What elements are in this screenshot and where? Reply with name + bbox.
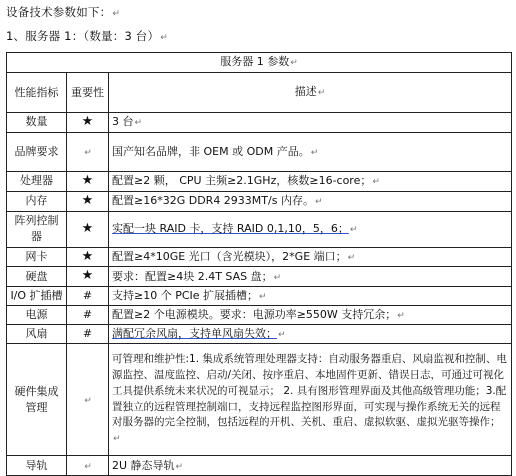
row-desc: 可管理和维护性:1. 集成系统管理处理器支持：自动服务器重启、风扇监视和控制、电源监控、温度监控、启动/关闭、按序重启、本地固件更新、错误日志，可通过可视化工具提供系统未来状况的可视显示； 2. 具有图形管理界面及其他高级管理功能；3.配置独立的远程管理控制端口，支持远程监控图形界面，可实现与操作系统无关的远程对服务器的完全控制，包括远程的开机、关机、重启、虚拟软驱、虚拟光驱等操作；↵ [109,344,512,456]
paragraph-mark-icon: ↵ [372,177,380,188]
table-title-row [7,53,512,73]
row-name: 处理器 [7,171,67,191]
row-desc: 2U 静态导轨↵ [109,456,512,476]
row-desc: 实配一块 RAID 卡，支持 RAID 0,1,10，5，6；↵ [109,211,512,247]
importance-star-icon: ★ [67,211,109,247]
row-desc: 配置≥16*32G DDR4 2933MT/s 内存。↵ [109,191,512,211]
row-desc: 要求：配置≥4块 2.4T SAS 盘；↵ [109,267,512,287]
importance-star-icon: ★ [67,247,109,267]
paragraph-mark-icon: ↵ [112,9,121,19]
paragraph-mark-icon: ↵ [278,330,286,341]
paragraph-mark-icon: ↵ [134,118,143,129]
spec-table [6,52,512,476]
paragraph-mark-icon: ↵ [160,33,168,43]
row-desc: 配置≥2 个电源模块。要求：电源功率≥550W 支持冗余；↵ [109,306,512,325]
header-importance: 重要性 [67,73,109,113]
table-row [7,247,512,267]
paragraph-mark-icon: ↵ [290,58,298,69]
row-name: 风扇 [7,325,67,344]
row-desc: 配置≥4*10GE 光口（含光模块），2*GE 端口；↵ [109,247,512,267]
table-row [7,171,512,191]
row-desc: 3 台↵ [109,113,512,133]
row-name: 品牌要求 [7,132,67,171]
importance-star-icon: ★ [67,191,109,211]
paragraph-mark-icon: ↵ [175,461,184,472]
paragraph-mark-icon: ↵ [397,311,405,322]
row-desc: 满配冗余风扇，支持单风扇失效；↵ [109,325,512,344]
row-desc: 支持≥10 个 PCIe 扩展插槽；↵ [109,287,512,306]
row-name: 硬盘 [7,267,67,287]
table-row [7,132,512,171]
paragraph-mark-icon: ↵ [310,147,319,158]
table-row [7,344,512,456]
row-desc: 配置≥2 颗， CPU 主频≥2.1GHz，核数≥16-core；↵ [109,171,512,191]
table-row [7,287,512,306]
importance-star-icon: ★ [67,267,109,287]
row-name: 网卡 [7,247,67,267]
paragraph-mark-icon: ↵ [349,225,358,235]
paragraph-mark-icon: ↵ [84,461,92,472]
row-importance: # [67,306,109,325]
table-row [7,267,512,287]
table-row [7,325,512,344]
paragraph-mark-icon: ↵ [84,395,92,406]
row-importance: # [67,287,109,306]
paragraph-mark-icon: ↵ [317,88,326,99]
row-desc: 国产知名品牌，非 OEM 或 ODM 产品。↵ [109,132,512,171]
header-desc: 描述↵ [109,73,512,113]
table-row [7,113,512,133]
paragraph-mark-icon: ↵ [113,434,121,445]
row-name: 数量 [7,113,67,133]
row-importance [67,132,109,171]
row-name: 电源 [7,306,67,325]
row-importance [67,456,109,476]
row-name: 硬件集成管理 [7,344,67,456]
row-name: 内存 [7,191,67,211]
row-name: 导轨 [7,456,67,476]
table-row [7,191,512,211]
table-row [7,306,512,325]
row-importance [67,344,109,456]
paragraph-mark-icon: ↵ [84,147,92,158]
row-name: 阵列控制器 [7,211,67,247]
paragraph-mark-icon: ↵ [347,252,356,263]
row-name: I/O 扩插槽 [7,287,67,306]
header-name: 性能指标 [7,73,67,113]
intro-line-2: 1、服务器 1：（数量：3 台）↵ [6,29,168,43]
paragraph-mark-icon: ↵ [314,197,323,208]
table-row [7,456,512,476]
header-row [7,73,512,113]
intro-line-1: 设备技术参数如下：↵ [6,5,121,19]
paragraph-mark-icon: ↵ [259,292,267,303]
row-importance: # [67,325,109,344]
paragraph-mark-icon: ↵ [273,272,282,283]
table-row [7,211,512,247]
table-title: 服务器 1 参数↵ [7,53,512,73]
importance-star-icon: ★ [67,113,109,133]
importance-star-icon: ★ [67,171,109,191]
